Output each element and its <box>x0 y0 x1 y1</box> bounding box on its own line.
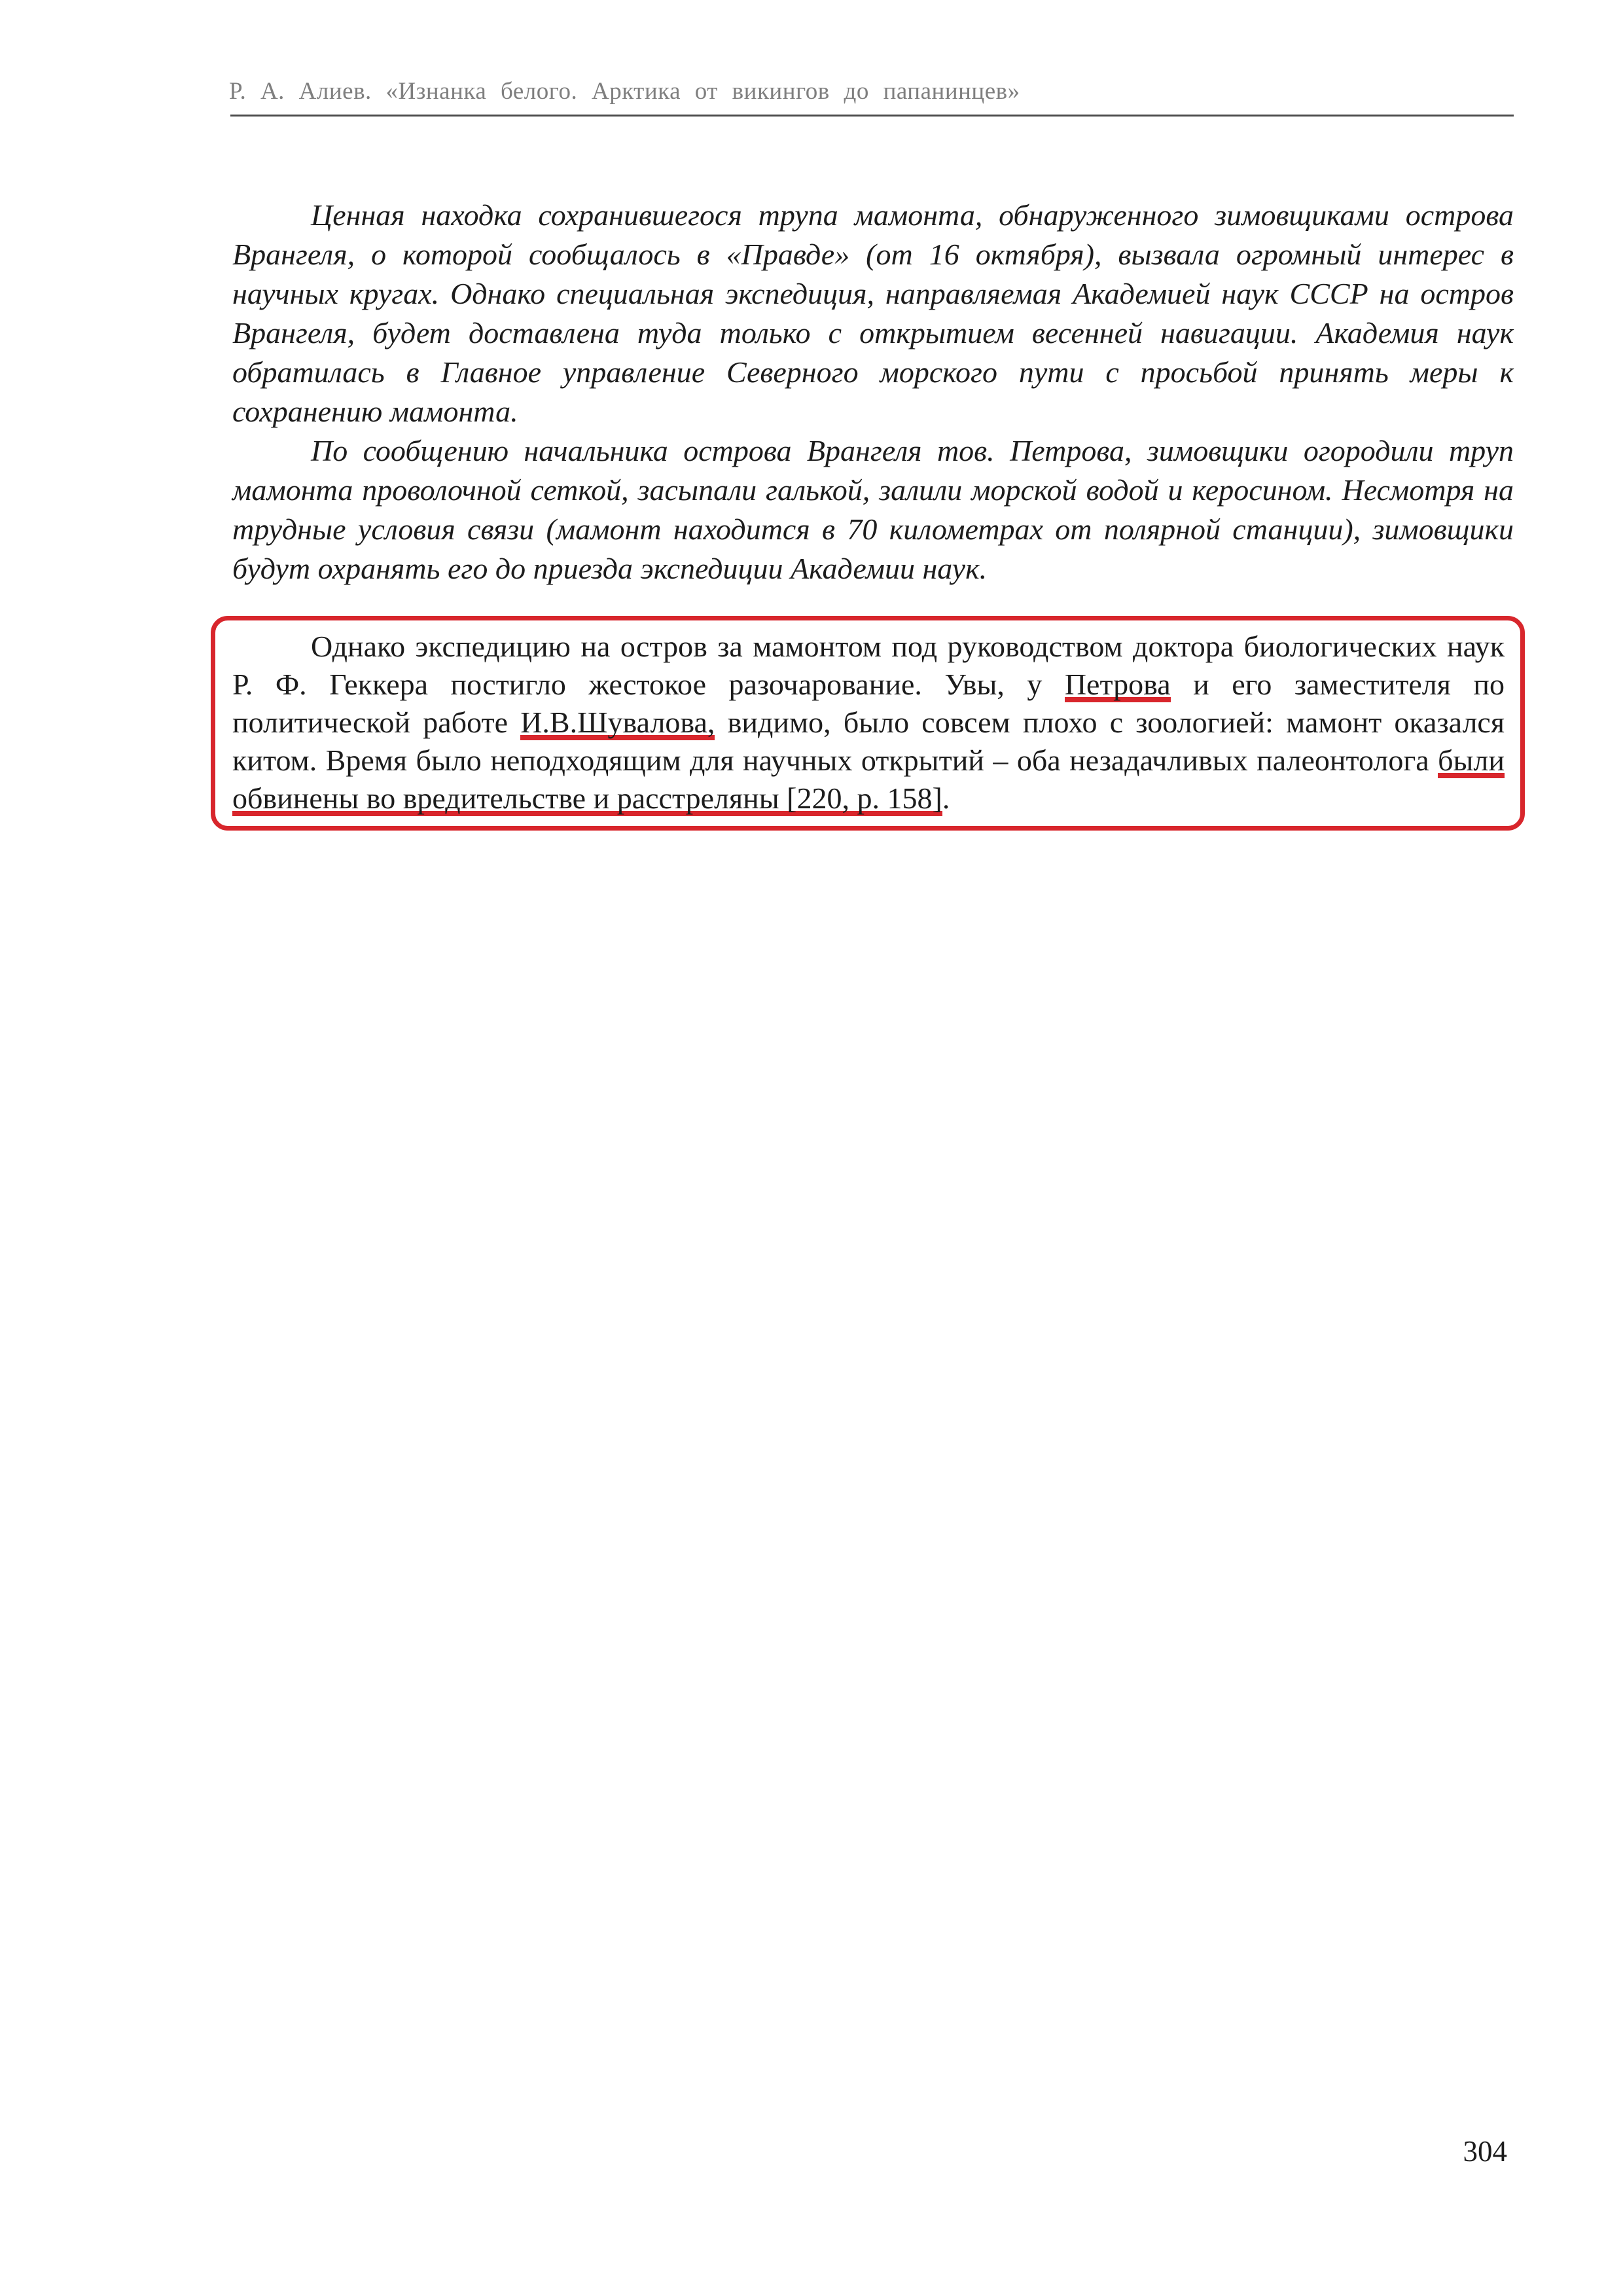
running-header <box>229 79 1514 105</box>
text-segment: . <box>942 781 950 815</box>
page-number: 304 <box>1463 2135 1507 2168</box>
red-underlined-text: И.В.Шувалова, <box>520 706 715 739</box>
paragraph-petrov-report: По сообщению начальника острова Врангеля тов. Петрова, зимовщики огородили труп мамонта проволочной сеткой, засыпали галькой, залили морской водой и керосином. Несмотря на трудные условия связи (мамонт находится в 70 километрах от полярной станции), зимовщики будут охранять его до приезда экспедиции Академии наук. <box>232 434 1514 585</box>
paragraph-mammoth-find: Ценная находка сохранившегося трупа мамонта, обнаруженного зимовщиками острова Врангеля, о которой сообщалось в «Правде» (от 16 октября), вызвала огромный интерес в научных кругах. Однако специальная экспедиция, направляемая Академией наук СССР на остров Врангеля, будет доставлена туда только с открытием весенней навигации. Академия наук обратилась в Главное управление Северного морского пути с просьбой принять меры к сохранению мамонта. <box>232 198 1514 428</box>
running-header-text: Р. А. Алиев. «Изнанка белого. Арктика от викингов до папанинцев» <box>229 78 1020 105</box>
red-underlined-text: были обвинены во вредительстве и расстреляны [220, p. 158] <box>232 744 1505 815</box>
highlight-paragraph <box>232 628 1505 817</box>
page-body <box>232 196 1514 831</box>
text-segment: видимо, было совсем плохо с зоологией: мамонт оказался китом. Время было неподходящим для научных открытий – оба незадачливых палеонтолога <box>232 706 1505 777</box>
text-segment: и его заместителя по политической работе <box>232 668 1505 739</box>
text-segment: Однако экспедицию на остров за мамонтом под руководством доктора биологических наук Р. Ф. Геккера постигло жестокое разочарование. Увы, у <box>232 630 1505 701</box>
red-underlined-text: Петрова <box>1064 668 1171 701</box>
header-rule <box>230 115 1514 117</box>
red-highlight-box <box>211 616 1525 831</box>
